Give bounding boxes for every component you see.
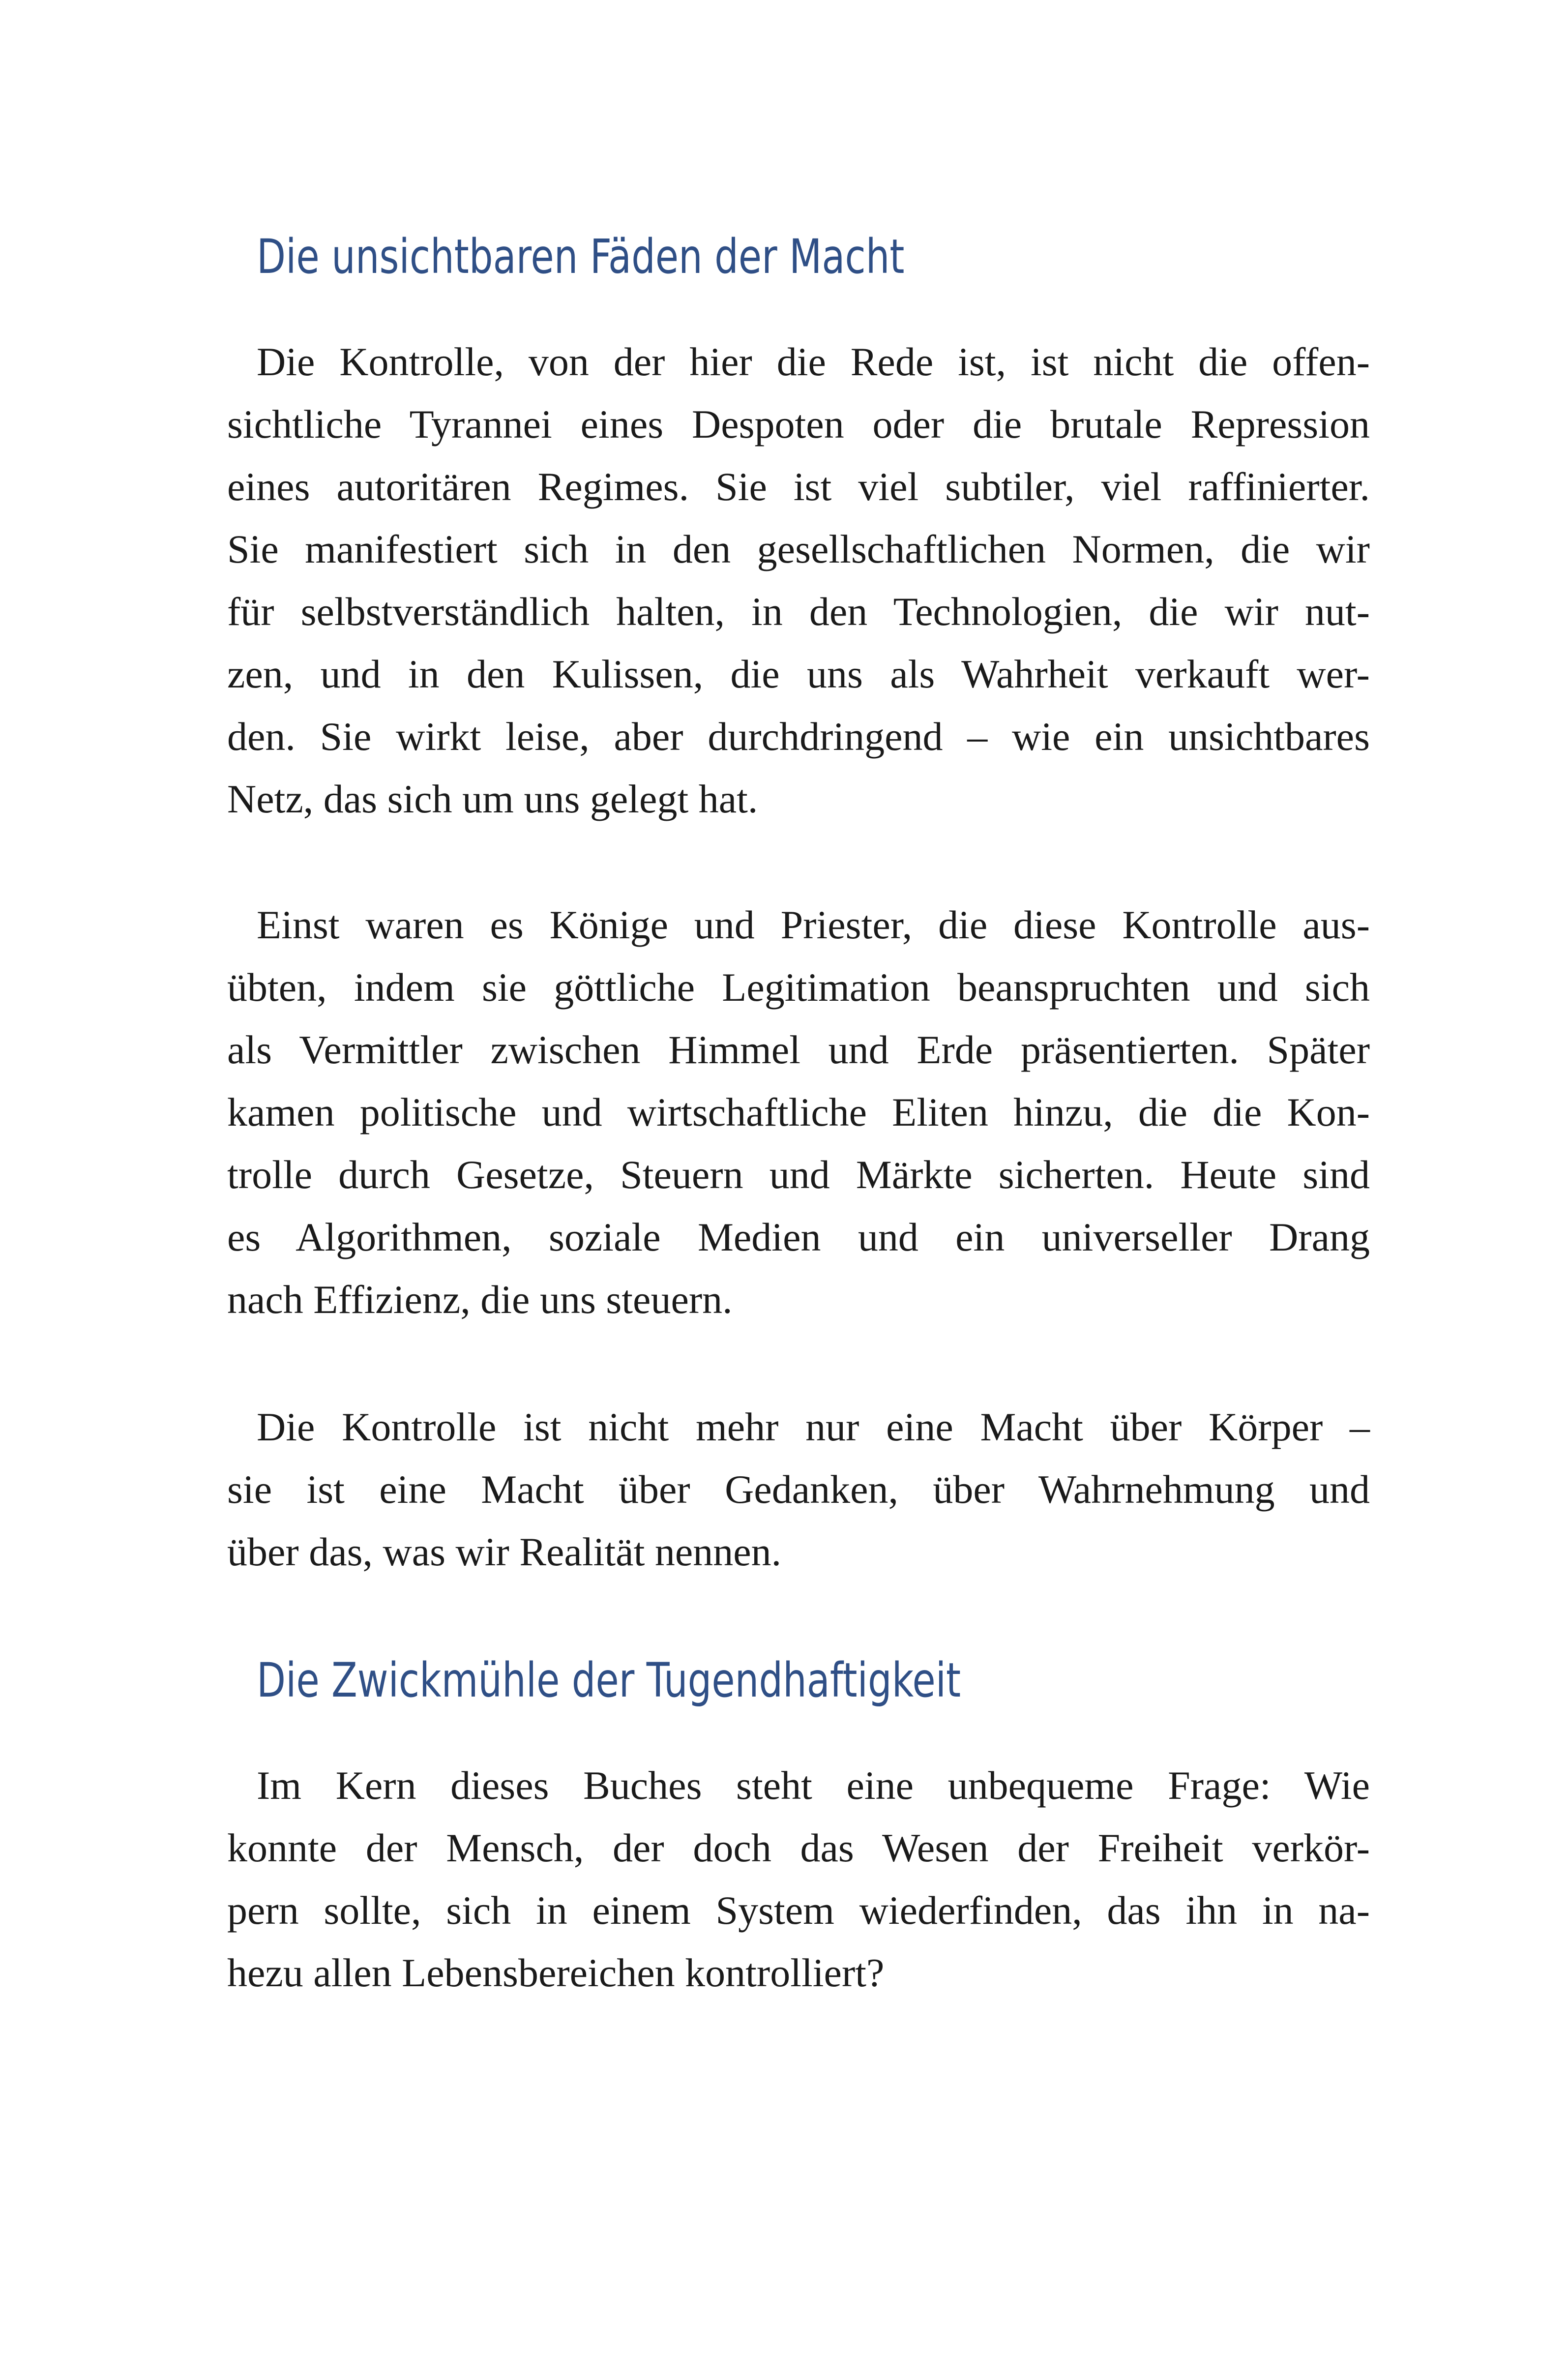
text-line: übten, indem sie göttliche Legitimation beanspruchten und sich	[227, 965, 1370, 1010]
text-line: hezu allen Lebensbereichen kontrolliert?	[227, 1950, 885, 1995]
section-heading: Die unsichtbaren Fäden der Macht	[257, 229, 905, 284]
paragraph	[227, 894, 1370, 1331]
text-line: es Algorithmen, soziale Medien und ein universeller Drang	[227, 1215, 1370, 1259]
text-line: sie ist eine Macht über Gedanken, über Wahrnehmung und	[227, 1467, 1370, 1512]
text-line: Einst waren es Könige und Priester, die diese Kontrolle aus-	[257, 902, 1370, 947]
book-page	[227, 0, 1370, 2358]
text-line: nach Effizienz, die uns steuern.	[227, 1277, 733, 1322]
text-line: pern sollte, sich in einem System wiederfinden, das ihn in na-	[227, 1888, 1370, 1933]
text-line: kamen politische und wirtschaftliche Eliten hinzu, die die Kon-	[227, 1090, 1370, 1134]
text-line: Die Kontrolle, von der hier die Rede ist, ist nicht die offen-	[257, 339, 1370, 384]
paragraph	[227, 1754, 1370, 2004]
text-line: Im Kern dieses Buches steht eine unbequeme Frage: Wie	[257, 1763, 1370, 1808]
text-line: eines autoritären Regimes. Sie ist viel subtiler, viel raffinierter.	[227, 464, 1370, 509]
text-line: Netz, das sich um uns gelegt hat.	[227, 776, 758, 821]
text-line: für selbstverständlich halten, in den Technologien, die wir nut-	[227, 589, 1370, 634]
text-line: als Vermittler zwischen Himmel und Erde präsentierten. Später	[227, 1027, 1370, 1072]
paragraph	[227, 330, 1370, 830]
text-line: sichtliche Tyrannei eines Despoten oder die brutale Repression	[227, 402, 1370, 447]
text-line: Die Kontrolle ist nicht mehr nur eine Macht über Körper –	[257, 1404, 1370, 1449]
text-line: zen, und in den Kulissen, die uns als Wahrheit verkauft wer-	[227, 652, 1370, 696]
text-line: über das, was wir Realität nennen.	[227, 1529, 782, 1574]
text-line: trolle durch Gesetze, Steuern und Märkte sicherten. Heute sind	[227, 1152, 1370, 1197]
paragraph	[227, 1396, 1370, 1583]
section-heading: Die Zwickmühle der Tugendhaftigkeit	[257, 1653, 961, 1708]
text-line: den. Sie wirkt leise, aber durchdringend – wie ein unsichtbares	[227, 714, 1370, 759]
text-line: Sie manifestiert sich in den gesellschaftlichen Normen, die wir	[227, 527, 1370, 571]
text-line: konnte der Mensch, der doch das Wesen der Freiheit verkör-	[227, 1825, 1370, 1870]
